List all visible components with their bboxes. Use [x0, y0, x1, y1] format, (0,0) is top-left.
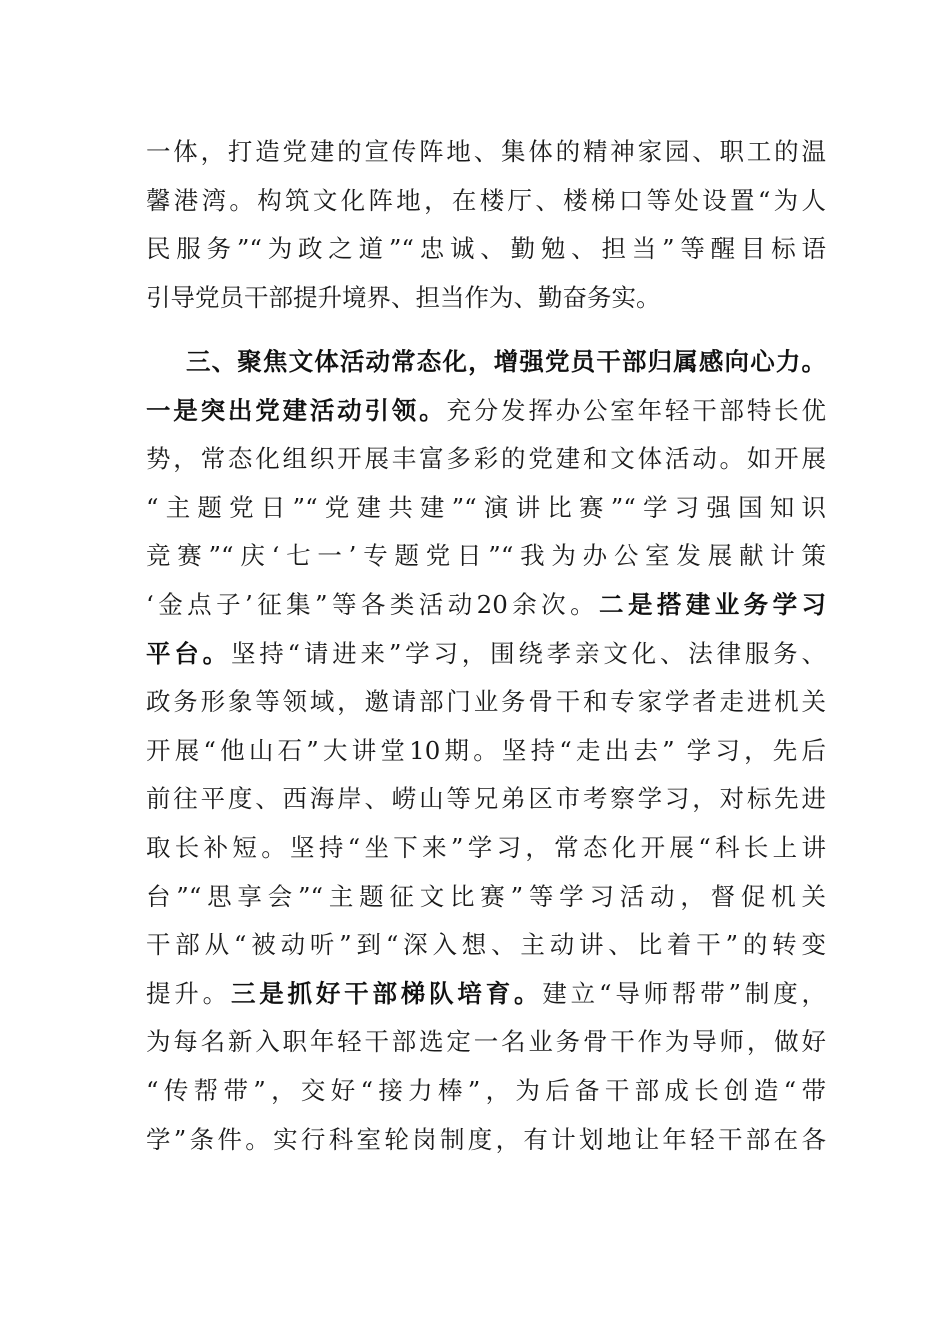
text-run: ‘金点子’征集”等各类活动20余次。 — [146, 589, 600, 619]
text-line: 开展“他山石”大讲堂10期。坚持“走出去” 学习，先后 — [146, 735, 826, 765]
text-line: 取长补短。坚持“坐下来”学习，常态化开展“科长上讲 — [146, 832, 826, 862]
text-line: 学”条件。实行科室轮岗制度，有计划地让年轻干部在各 — [146, 1124, 826, 1154]
text-line: “主题党日”“党建共建”“演讲比赛”“学习强国知识 — [146, 492, 826, 522]
text-line: 台”“思享会”“主题征文比赛”等学习活动，督促机关 — [146, 881, 826, 911]
point-two-title: 二是搭建业务学习 — [599, 589, 826, 619]
point-one-title: 一是突出党建活动引领。 — [146, 395, 447, 425]
text-line: 引导党员干部提升境界、担当作为、勤奋务实。 — [146, 282, 661, 312]
text-line — [146, 387, 826, 436]
text-line: 干部从“被动听”到“深入想、主动讲、比着干”的转变 — [146, 930, 826, 960]
text-line: 馨港湾。构筑文化阵地，在楼厅、楼梯口等处设置“为人 — [146, 185, 826, 215]
text-line — [146, 630, 826, 679]
text-line: “传帮带”，交好“接力棒”，为后备干部成长创造“带 — [146, 1075, 826, 1105]
text-line: 政务形象等领域，邀请部门业务骨干和专家学者走进机关 — [146, 687, 826, 717]
text-line — [146, 970, 826, 1019]
paragraph-culture-position — [146, 128, 826, 322]
text-line: 竞赛”“庆‘七一’专题党日”“我为办公室发展献计策 — [146, 541, 826, 571]
text-line: 为每名新入职年轻干部选定一名业务骨干作为导师，做好 — [146, 1027, 826, 1057]
text-line: 势，常态化组织开展丰富多彩的党建和文体活动。如开展 — [146, 444, 826, 474]
text-line — [146, 581, 826, 630]
text-run: 提升。 — [146, 978, 231, 1008]
paragraph-section-three — [146, 338, 826, 1164]
point-three-title: 三是抓好干部梯队培育。 — [230, 978, 543, 1008]
section-heading: 三、聚焦文体活动常态化，增强党员干部归属感向心力。 — [186, 347, 826, 376]
point-two-title-cont: 平台。 — [146, 638, 231, 668]
text-line: 民服务”“为政之道”“忠诚、勤勉、担当”等醒目标语 — [146, 234, 826, 264]
text-run: 建立“导师帮带”制度， — [542, 978, 826, 1008]
text-run: 坚持“请进来”学习，围绕孝亲文化、法律服务、 — [230, 638, 826, 668]
text-line: 一体，打造党建的宣传阵地、集体的精神家园、职工的温 — [146, 137, 826, 166]
text-run: 充分发挥办公室年轻干部特长优 — [446, 395, 826, 425]
text-line: 前往平度、西海岸、崂山等兄弟区市考察学习，对标先进 — [146, 784, 826, 814]
